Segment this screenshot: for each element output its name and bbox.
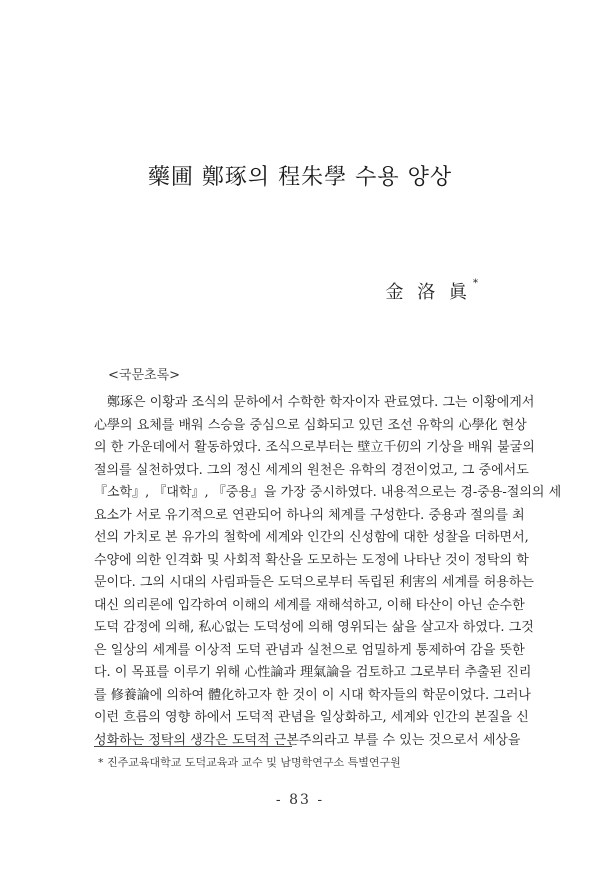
abstract-line: 이런 흐름의 영향 하에서 도덕적 관념을 일상화하고, 세계와 인간의 본질을 신 [94,710,529,725]
abstract-line: 의 한 가운데에서 활동하였다. 조식으로부터는 壁立千仞의 기상을 배워 불굴의 [94,440,535,455]
abstract-line: 다. 이 목표를 이루기 위해 心性論과 理氣論을 검토하고 그로부터 추출된 진리 [94,665,532,680]
abstract-line: 鄭琢은 이황과 조식의 문하에서 수학한 학자이자 관료였다. 그는 이황에게서 [107,395,535,410]
abstract-line: 요소가 서로 유기적으로 연관되어 하나의 체계를 구성한다. 중용과 절의를 최 [94,507,525,523]
abstract-line: 心學의 요체를 배워 스승을 중심으로 심화되고 있던 조선 유학의 心學化 현상 [94,417,527,433]
page-number: - 83 - [275,792,325,808]
author [386,278,478,304]
abstract-body [94,392,562,752]
abstract-line: 도덕 감정에 의해, 私心없는 도덕성에 의해 영위되는 삶을 살고자 하였다. 그것 [94,620,534,635]
abstract-line: 를 修養論에 의하여 體化하고자 한 것이 이 시대 학자들의 학문이었다. 그러나 [94,687,531,703]
abstract-line: 대신 의리론에 입각하여 이해의 세계를 재해석하고, 이해 타산이 아닌 순수한 [94,597,525,613]
abstract-line: 『소학』, 『대학』, 『중용』을 가장 중시하였다. 내용적으로는 경-중용-절의의 세 [94,485,562,500]
footnote: * 진주교육대학교 도덕교육과 교수 및 남명학연구소 특별연구원 [98,756,401,769]
author-footnote-mark: * [473,278,478,289]
paper-title: 藥圃 鄭琢의 程朱學 수용 양상 [147,165,453,190]
abstract-line: 성화하는 정탁의 생각은 도덕적 근본주의라고 부를 수 있는 것으로서 세상을 [94,732,521,748]
footnote-divider [94,746,292,747]
abstract-line: 은 일상의 세계를 이상적 도덕 관념과 실천으로 엄밀하게 통제하여 감을 뜻한 [94,642,525,658]
abstract-line: 수양에 의한 인격화 및 사회적 확산을 도모하는 도정에 나타난 것이 정탁의 학 [94,552,529,568]
abstract-line: 문이다. 그의 시대의 사림파들은 도덕으로부터 독립된 利害의 세계를 허용하는 [94,575,534,590]
abstract-heading: <국문초록> [108,368,181,383]
abstract-line: 선의 가치로 본 유가의 철학에 세계와 인간의 신성함에 대한 성찰을 더하면서, [94,530,529,545]
author-name: 金 洛 眞 [385,282,471,303]
abstract-line: 절의를 실천하였다. 그의 정신 세계의 원천은 유학의 경전이었고, 그 중에서도 [94,462,529,478]
